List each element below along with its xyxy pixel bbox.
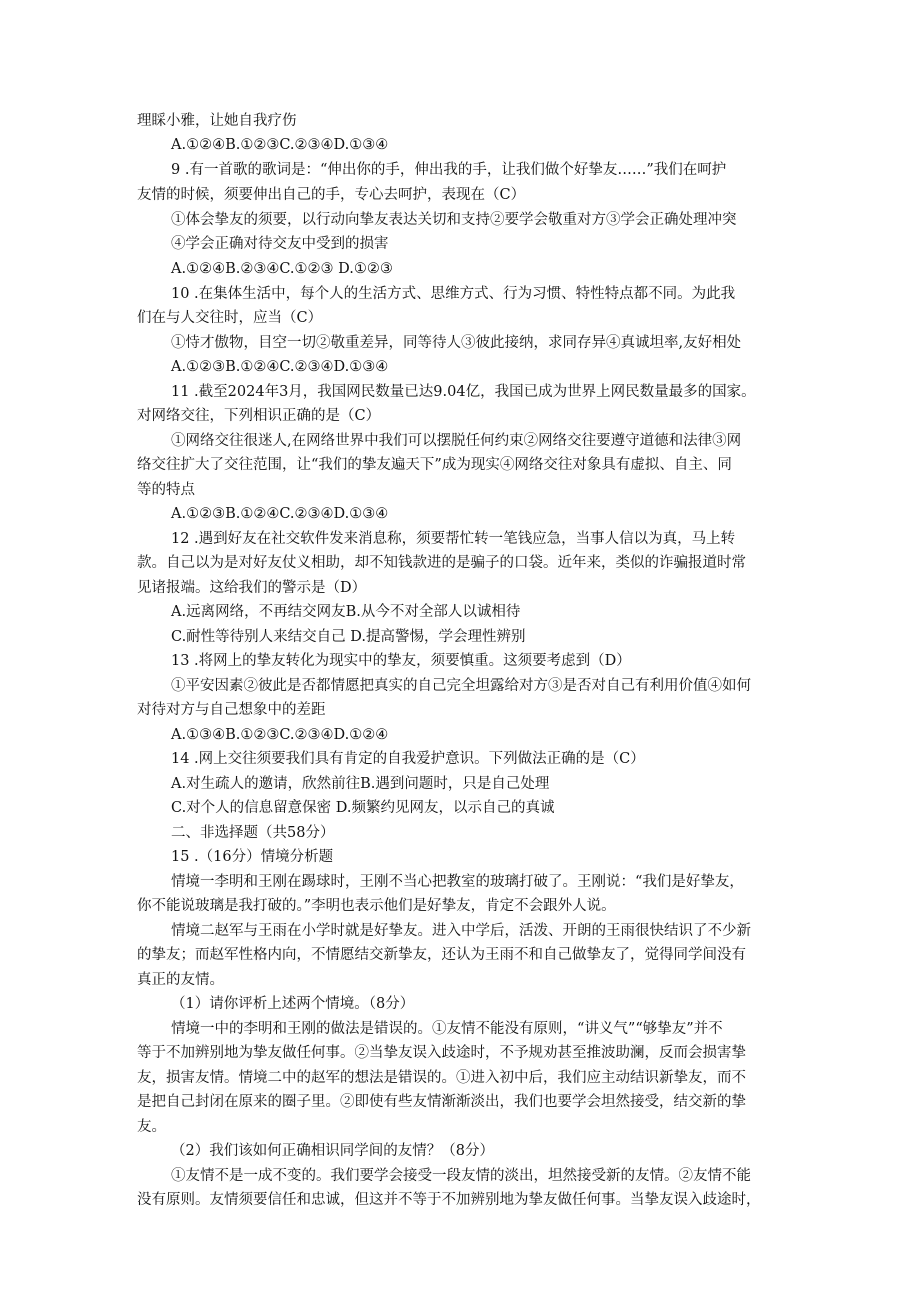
answer-options: A.①②③B.①②④C.②③④D.①③④ bbox=[171, 506, 389, 522]
text-line: ①体会挚友的须要，以行动向挚友表达关切和支持②要学会敬重对方③学会正确处理冲突 bbox=[171, 212, 737, 228]
text-line: 们在与人交往时，应当（C） bbox=[137, 310, 323, 326]
text-line: 对网络交往，下列相识正确的是（C） bbox=[137, 408, 381, 424]
question-13: 13 .将网上的挚友转化为现实中的挚友，须要慎重。这须要考虑到（D） bbox=[171, 653, 631, 669]
section-heading: 二、非选择题（共58分） bbox=[171, 825, 335, 841]
text-line: 友，损害友情。情境二中的赵军的想法是错误的。①进入初中后，我们应主动结识新挚友，而不 bbox=[137, 1070, 746, 1086]
text-line: 情境一中的李明和王刚的做法是错误的。①友情不能没有原则，“讲义气”“够挚友”并不 bbox=[171, 1021, 723, 1037]
answer-options: A.①②④B.②③④C.①②③ D.①②③ bbox=[171, 261, 393, 277]
text-line: 没有原则。友情须要信任和忠诚，但这并不等于不加辨别地为挚友做任何事。当挚友误入歧途时， bbox=[137, 1192, 761, 1208]
text-line: ④学会正确对待交友中受到的损害 bbox=[171, 236, 389, 252]
text-line: ①平安因素②彼此是否都情愿把真实的自己完全坦露给对方③是否对自己有利用价值④如何 bbox=[171, 678, 751, 694]
answer-options: A.对生疏人的邀请，欣然前往B.遇到问题时，只是自己处理 bbox=[171, 776, 550, 792]
text-line: 友情的时候，须要伸出自己的手，专心去呵护，表现在（C） bbox=[137, 187, 526, 203]
question-12: 12 .遇到好友在社交软件发来消息称，须要帮忙转一笔钱应急，当事人信以为真，马上转 bbox=[171, 531, 736, 547]
text-line: 真正的友情。 bbox=[137, 972, 224, 988]
text-line: 等的特点 bbox=[137, 482, 195, 498]
text-line: 络交往扩大了交往范围，让“我们的挚友遍天下”成为现实④网络交往对象具有虚拟、自主、同 bbox=[137, 457, 732, 473]
text-line: 情境二赵军与王雨在小学时就是好挚友。进入中学后，活泼、开朗的王雨很快结识了不少新 bbox=[171, 923, 751, 939]
text-line: 理睬小雅，让她自我疗伤 bbox=[137, 113, 297, 129]
text-line: ①恃才傲物，目空一切②敬重差异，同等待人③彼此接纳，求同存异④真诚坦率,友好相处 bbox=[171, 335, 742, 351]
text-line: 你不能说玻璃是我打破的。”李明也表示他们是好挚友，肯定不会跟外人说。 bbox=[137, 898, 616, 914]
text-line: 友。 bbox=[137, 1119, 166, 1135]
answer-options: C.对个人的信息留意保密 D.频繁约见网友，以示自己的真诚 bbox=[171, 800, 555, 816]
text-line: ①友情不是一成不变的。我们要学会接受一段友情的淡出，坦然接受新的友情。②友情不能 bbox=[171, 1168, 751, 1184]
text-line: 情境一李明和王刚在踢球时，王刚不当心把教室的玻璃打破了。王刚说：“我们是好挚友， bbox=[171, 874, 744, 890]
sub-question: （2）我们该如何正确相识同学间的友情？（8分） bbox=[171, 1143, 494, 1159]
text-line: 是把自己封闭在原来的圈子里。②即使有些友情渐渐淡出，我们也要学会坦然接受，结交新的挚 bbox=[137, 1094, 746, 1110]
text-line: 见诸报端。这给我们的警示是（D） bbox=[137, 580, 367, 596]
answer-options: C.耐性等待别人来结交自己 D.提高警惕，学会理性辨别 bbox=[171, 629, 526, 645]
answer-options: A.①②③B.①②④C.②③④D.①③④ bbox=[171, 359, 389, 375]
text-line: 的挚友；而赵军性格内向，不情愿结交新挚友，还认为王雨不和自己做挚友了，觉得同学间没有 bbox=[137, 947, 746, 963]
answer-options: A.①②④B.①②③C.②③④D.①③④ bbox=[171, 137, 389, 153]
question-10: 10 .在集体生活中，每个人的生活方式、思维方式、行为习惯、特性特点都不同。为此我 bbox=[171, 286, 736, 302]
text-line: 等于不加辨别地为挚友做任何事。②当挚友误入歧途时，不予规劝甚至推波助澜，反而会损害挚 bbox=[137, 1045, 746, 1061]
question-15: 15 .（16分）情境分析题 bbox=[171, 849, 334, 865]
answer-options: A.①③④B.①②③C.②③④D.①②④ bbox=[171, 727, 389, 743]
question-11: 11 .截至2024年3月，我国网民数量已达9.04亿，我国已成为世界上网民数量最多的国家。 bbox=[171, 384, 756, 400]
question-14: 14 .网上交往须要我们具有肯定的自我爱护意识。下列做法正确的是（C） bbox=[171, 751, 645, 767]
text-line: ①网络交往很迷人,在网络世界中我们可以摆脱任何约束②网络交往要遵守道德和法律③网 bbox=[171, 433, 742, 449]
text-line: 对待对方与自己想象中的差距 bbox=[137, 702, 326, 718]
question-9: 9 .有一首歌的歌词是：“伸出你的手，伸出我的手，让我们做个好挚友……”我们在呵护 bbox=[171, 162, 727, 178]
answer-options: A.远离网络，不再结交网友B.从今不对全部人以诚相待 bbox=[171, 604, 521, 620]
sub-question: （1）请你评析上述两个情境。（8分） bbox=[171, 996, 415, 1012]
text-line: 款。自己以为是对好友仗义相助，却不知钱款进的是骗子的口袋。近年来，类似的诈骗报道时常 bbox=[137, 555, 746, 571]
